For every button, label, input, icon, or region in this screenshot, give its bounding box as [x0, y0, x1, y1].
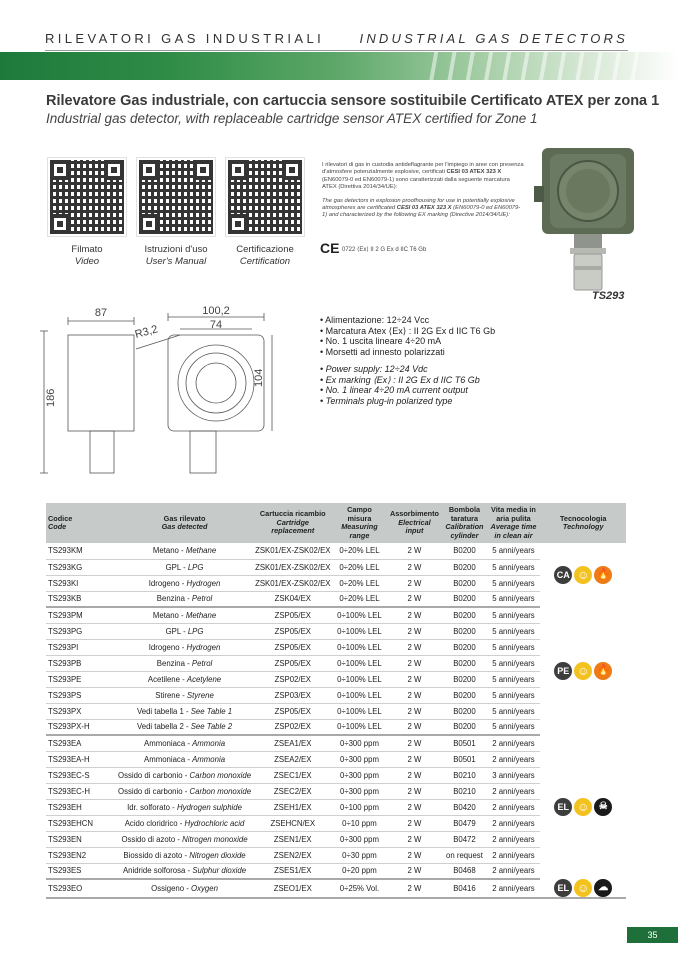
cell-range: 0÷100% LEL: [332, 623, 386, 639]
cell-cylinder: B0200: [442, 575, 486, 591]
cell-gas: Benzina - Petrol: [116, 591, 253, 607]
cell-gas: Idrogeno - Hydrogen: [116, 575, 253, 591]
cell-code: TS293EA: [46, 735, 116, 751]
technology-badge: EL: [554, 879, 572, 897]
cell-range: 0÷100% LEL: [332, 607, 386, 623]
spec-en-2: • Ex marking ⟨Ex⟩ : II 2G Ex d IIC T6 Gb: [320, 374, 480, 385]
cell-lifetime: 5 anni/years: [486, 639, 540, 655]
cell-input: 2 W: [386, 687, 442, 703]
table-row: [46, 799, 626, 815]
cell-cylinder: B0416: [442, 879, 486, 898]
table-row: [46, 623, 626, 639]
cell-range: 0÷10 ppm: [332, 815, 386, 831]
cell-code: TS293KG: [46, 559, 116, 575]
table-row: [46, 879, 626, 898]
cell-cylinder: B0501: [442, 751, 486, 767]
cell-cartridge: ZSP05/EX: [253, 639, 332, 655]
cell-gas: Stirene - Styrene: [116, 687, 253, 703]
col-technology: Tecnocologia Technology: [540, 503, 626, 543]
cell-gas: Metano - Methane: [116, 607, 253, 623]
cell-cartridge: ZSEO1/EX: [253, 879, 332, 898]
cell-input: 2 W: [386, 799, 442, 815]
cell-cartridge: ZSK04/EX: [253, 591, 332, 607]
title-italian: Rilevatore Gas industriale, con cartuccia sensore sostituibile Certificato ATEX per zona 1: [46, 93, 660, 109]
cell-code: TS293EC-S: [46, 767, 116, 783]
cell-cartridge: ZSEC1/EX: [253, 767, 332, 783]
cell-cylinder: B0479: [442, 815, 486, 831]
certification-text: I rilevatori di gas in custodia antideflagrante per l'impiego in aree con presenza d'atmosfere potenzialmente esplosive, certificati CESI 03 ATEX 323 X (EN60079-0 ed EN60079-1) sono caratterizzati dalla seguente marcatura ATEX (Direttiva 2014/34/UE): The gas detectors in explosion proofhousing for use in potentially explosive atmospheres are certificated CESI 03 ATEX 323 X (EN60079-0 ed EN60079-1) and characterized by the following EX marking (Directive 2014/34/UE):: [322, 162, 524, 219]
cell-cylinder: B0210: [442, 767, 486, 783]
cell-lifetime: 5 anni/years: [486, 623, 540, 639]
cell-cylinder: B0200: [442, 543, 486, 559]
cell-range: 0÷300 ppm: [332, 783, 386, 799]
smile-icon: ☺: [574, 798, 592, 816]
cell-cartridge: ZSP02/EX: [253, 671, 332, 687]
cell-technology: [540, 607, 626, 735]
cell-lifetime: 5 anni/years: [486, 719, 540, 735]
cell-cylinder: B0420: [442, 799, 486, 815]
col-cartridge: Cartuccia ricambio Cartridge replacement: [253, 503, 332, 543]
cell-input: 2 W: [386, 767, 442, 783]
qr-code-manual[interactable]: [137, 158, 215, 236]
table-row: [46, 831, 626, 847]
cell-input: 2 W: [386, 655, 442, 671]
spec-it-2: • Marcatura Atex ⟨Ex⟩ : II 2G Ex d IIC T6 Gb: [320, 325, 496, 336]
cell-input: 2 W: [386, 831, 442, 847]
page-header: [0, 0, 678, 82]
header-rule: [45, 50, 628, 51]
dim-74: 74: [209, 319, 223, 331]
cell-cylinder: B0210: [442, 783, 486, 799]
cell-cartridge: ZSK01/EX-ZSK02/EX: [253, 543, 332, 559]
cell-code: TS293KB: [46, 591, 116, 607]
qr-label-video: Filmato Video: [71, 244, 103, 267]
cell-cylinder: B0501: [442, 735, 486, 751]
cell-lifetime: 5 anni/years: [486, 703, 540, 719]
cell-lifetime: 5 anni/years: [486, 687, 540, 703]
cell-range: 0÷100% LEL: [332, 655, 386, 671]
cell-cartridge: ZSEH1/EX: [253, 799, 332, 815]
cell-cartridge: ZSEN2/EX: [253, 847, 332, 863]
header-right: INDUSTRIAL GAS DETECTORS: [359, 31, 628, 46]
cell-range: 0÷100% LEL: [332, 719, 386, 735]
table-row: [46, 735, 626, 751]
cell-gas: GPL - LPG: [116, 559, 253, 575]
cell-code: TS293PG: [46, 623, 116, 639]
flame-icon: 🔥: [594, 566, 612, 584]
cell-cartridge: ZSEC2/EX: [253, 783, 332, 799]
cell-gas: Vedi tabella 1 - See Table 1: [116, 703, 253, 719]
product-photo: [530, 142, 640, 292]
cell-range: 0÷100 ppm: [332, 799, 386, 815]
cell-lifetime: 5 anni/years: [486, 671, 540, 687]
cell-input: 2 W: [386, 719, 442, 735]
cell-gas: Biossido di azoto - Nitrogen dioxide: [116, 847, 253, 863]
cell-input: 2 W: [386, 863, 442, 879]
table-header-row: [46, 503, 626, 543]
cell-code: TS293EC-H: [46, 783, 116, 799]
table-row: [46, 719, 626, 735]
skull-icon: ☠: [594, 798, 612, 816]
atex-marking: 0722 ⟨Ex⟩ II 2 G Ex d IIC T6 Gb: [342, 247, 427, 253]
cell-lifetime: 3 anni/years: [486, 767, 540, 783]
cell-technology: [540, 735, 626, 879]
cell-cylinder: B0468: [442, 863, 486, 879]
cell-code: TS293PE: [46, 671, 116, 687]
spec-it-3: • No. 1 uscita lineare 4÷20 mA: [320, 336, 442, 346]
cell-lifetime: 2 anni/years: [486, 735, 540, 751]
cell-gas: Vedi tabella 2 - See Table 2: [116, 719, 253, 735]
cell-range: 0÷20% LEL: [332, 559, 386, 575]
cell-technology: [540, 879, 626, 898]
cell-gas: Metano - Methane: [116, 543, 253, 559]
cell-lifetime: 2 anni/years: [486, 815, 540, 831]
cell-code: TS293EN: [46, 831, 116, 847]
cell-code: TS293PI: [46, 639, 116, 655]
spec-it-1: • Alimentazione: 12÷24 Vcc: [320, 315, 430, 325]
cell-gas: Anidride solforosa - Sulphur dioxide: [116, 863, 253, 879]
cell-range: 0÷20% LEL: [332, 543, 386, 559]
cell-cylinder: B0472: [442, 831, 486, 847]
cell-cartridge: ZSK01/EX-ZSK02/EX: [253, 559, 332, 575]
cell-input: 2 W: [386, 847, 442, 863]
cell-cylinder: B0200: [442, 655, 486, 671]
table-row: [46, 575, 626, 591]
cell-cartridge: ZSP05/EX: [253, 703, 332, 719]
product-code-label: TS293: [592, 290, 625, 302]
cell-range: 0÷300 ppm: [332, 735, 386, 751]
cell-gas: Acido cloridrico - Hydrochloric acid: [116, 815, 253, 831]
cell-cylinder: B0200: [442, 639, 486, 655]
cell-lifetime: 5 anni/years: [486, 559, 540, 575]
dim-87: 87: [94, 307, 108, 319]
technology-badge: PE: [554, 662, 572, 680]
cell-cartridge: ZSEHCN/EX: [253, 815, 332, 831]
cell-input: 2 W: [386, 575, 442, 591]
cell-lifetime: 2 anni/years: [486, 831, 540, 847]
cell-range: 0÷100% LEL: [332, 703, 386, 719]
technology-badge: CA: [554, 566, 572, 584]
dim-104: 104: [253, 368, 265, 387]
cell-cylinder: B0200: [442, 703, 486, 719]
cell-input: 2 W: [386, 815, 442, 831]
cell-cartridge: ZSP02/EX: [253, 719, 332, 735]
cell-code: TS293EH: [46, 799, 116, 815]
spec-en-4: • Terminals plug-in polarized type: [320, 395, 453, 406]
cell-cylinder: B0200: [442, 719, 486, 735]
technology-badge: EL: [554, 798, 572, 816]
table-row: [46, 751, 626, 767]
cell-code: TS293PM: [46, 607, 116, 623]
cell-technology: [540, 543, 626, 607]
cell-gas: Ossido di azoto - Nitrogen monoxide: [116, 831, 253, 847]
cell-cartridge: ZSEN1/EX: [253, 831, 332, 847]
smile-icon: ☺: [574, 879, 592, 897]
table-row: [46, 863, 626, 879]
cell-input: 2 W: [386, 879, 442, 898]
table-row: [46, 767, 626, 783]
cell-gas: Benzina - Petrol: [116, 655, 253, 671]
cell-code: TS293EO: [46, 879, 116, 898]
header-left: RILEVATORI GAS INDUSTRIALI: [45, 31, 325, 46]
cell-code: TS293PB: [46, 655, 116, 671]
cell-range: 0÷20% LEL: [332, 575, 386, 591]
cell-gas: Ossigeno - Oxygen: [116, 879, 253, 898]
cell-range: 0÷100% LEL: [332, 639, 386, 655]
cell-input: 2 W: [386, 559, 442, 575]
cell-gas: Acetilene - Acetylene: [116, 671, 253, 687]
cell-gas: Ossido di carbonio - Carbon monoxide: [116, 783, 253, 799]
cell-gas: GPL - LPG: [116, 623, 253, 639]
cell-range: 0÷25% Vol.: [332, 879, 386, 898]
table-row: [46, 559, 626, 575]
cell-input: 2 W: [386, 639, 442, 655]
dim-r32: R3,2: [133, 323, 160, 341]
table-row: [46, 639, 626, 655]
qr-code-certification[interactable]: [226, 158, 304, 236]
cell-lifetime: 2 anni/years: [486, 847, 540, 863]
cell-input: 2 W: [386, 591, 442, 607]
cell-lifetime: 5 anni/years: [486, 543, 540, 559]
cell-cartridge: ZSP05/EX: [253, 655, 332, 671]
col-code: Codice Code: [46, 503, 116, 543]
table-row: [46, 591, 626, 607]
table-row: [46, 671, 626, 687]
col-lifetime: Vita media in aria pulita Average time in clean air: [486, 503, 540, 543]
cell-lifetime: 2 anni/years: [486, 751, 540, 767]
cell-cylinder: B0200: [442, 687, 486, 703]
cell-range: 0÷300 ppm: [332, 767, 386, 783]
col-input: Assorbimento Electrical input: [386, 503, 442, 543]
cell-cylinder: B0200: [442, 671, 486, 687]
page-number: 35: [627, 927, 678, 943]
cell-code: TS293PX-H: [46, 719, 116, 735]
cell-cartridge: ZSP05/EX: [253, 623, 332, 639]
cell-gas: Idr. solforato - Hydrogen sulphide: [116, 799, 253, 815]
table-row: [46, 783, 626, 799]
spec-en-3: • No. 1 linear 4÷20 mA current output: [320, 385, 468, 395]
cell-gas: Ossido di carbonio - Carbon monoxide: [116, 767, 253, 783]
cell-cartridge: ZSP05/EX: [253, 607, 332, 623]
cell-input: 2 W: [386, 703, 442, 719]
table-row: [46, 847, 626, 863]
cell-code: TS293EN2: [46, 847, 116, 863]
dimension-drawing: [40, 305, 280, 480]
spec-en-1: • Power supply: 12÷24 Vdc: [320, 364, 428, 374]
cell-input: 2 W: [386, 751, 442, 767]
cell-input: 2 W: [386, 735, 442, 751]
cell-input: 2 W: [386, 671, 442, 687]
cell-lifetime: 5 anni/years: [486, 591, 540, 607]
spec-list: [320, 315, 495, 406]
qr-label-manual: Istruzioni d'uso User's Manual: [144, 244, 208, 267]
flame-icon: 🔥: [594, 662, 612, 680]
cell-code: TS293KI: [46, 575, 116, 591]
cell-cylinder: B0200: [442, 559, 486, 575]
cell-code: TS293EHCN: [46, 815, 116, 831]
ce-mark: CE: [320, 240, 340, 256]
cell-cartridge: ZSES1/EX: [253, 863, 332, 879]
cell-lifetime: 5 anni/years: [486, 575, 540, 591]
cell-cartridge: ZSP03/EX: [253, 687, 332, 703]
cell-gas: Ammoniaca - Ammonia: [116, 735, 253, 751]
cell-range: 0÷100% LEL: [332, 671, 386, 687]
cell-cylinder: B0200: [442, 623, 486, 639]
table-row: [46, 655, 626, 671]
cell-cartridge: ZSEA2/EX: [253, 751, 332, 767]
table-row: [46, 607, 626, 623]
cell-range: 0÷300 ppm: [332, 831, 386, 847]
cell-range: 0÷30 ppm: [332, 847, 386, 863]
cell-lifetime: 2 anni/years: [486, 783, 540, 799]
table-row: [46, 815, 626, 831]
cell-code: TS293PX: [46, 703, 116, 719]
cell-range: 0÷20 ppm: [332, 863, 386, 879]
cell-input: 2 W: [386, 623, 442, 639]
col-cylinder: Bombola taratura Calibration cylinder: [442, 503, 486, 543]
cell-lifetime: 2 anni/years: [486, 879, 540, 898]
table-row: [46, 703, 626, 719]
qr-label-certification: Certificazione Certification: [236, 244, 294, 267]
cell-lifetime: 2 anni/years: [486, 863, 540, 879]
cell-cylinder: B0200: [442, 607, 486, 623]
cell-gas: Ammoniaca - Ammonia: [116, 751, 253, 767]
smile-icon: ☺: [574, 566, 592, 584]
table-row: [46, 543, 626, 559]
cell-code: TS293PS: [46, 687, 116, 703]
gas-icon: ☁: [594, 879, 612, 897]
table-row: [46, 687, 626, 703]
col-gas: Gas rilevato Gas detected: [116, 503, 253, 543]
cell-input: 2 W: [386, 783, 442, 799]
cell-range: 0÷100% LEL: [332, 687, 386, 703]
cell-lifetime: 5 anni/years: [486, 655, 540, 671]
header-stripes: [420, 52, 640, 80]
cell-input: 2 W: [386, 543, 442, 559]
title-english: Industrial gas detector, with replaceable cartridge sensor ATEX certified for Zone 1: [46, 111, 538, 126]
cell-code: TS293KM: [46, 543, 116, 559]
cell-range: 0÷300 ppm: [332, 751, 386, 767]
cell-cartridge: ZSEA1/EX: [253, 735, 332, 751]
cell-code: TS293ES: [46, 863, 116, 879]
cell-range: 0÷20% LEL: [332, 591, 386, 607]
col-range: Campo misura Measuring range: [332, 503, 386, 543]
qr-code-video[interactable]: [48, 158, 126, 236]
spec-it-4: • Morsetti ad innesto polarizzati: [320, 346, 445, 357]
cell-cartridge: ZSK01/EX-ZSK02/EX: [253, 575, 332, 591]
product-table: [46, 503, 626, 899]
dim-186: 186: [45, 388, 57, 407]
dim-100: 100,2: [202, 305, 230, 317]
cell-lifetime: 2 anni/years: [486, 799, 540, 815]
smile-icon: ☺: [574, 662, 592, 680]
cell-cylinder: on request: [442, 847, 486, 863]
cell-gas: Idrogeno - Hydrogen: [116, 639, 253, 655]
cell-cylinder: B0200: [442, 591, 486, 607]
cell-code: TS293EA-H: [46, 751, 116, 767]
cell-input: 2 W: [386, 607, 442, 623]
cell-lifetime: 5 anni/years: [486, 607, 540, 623]
